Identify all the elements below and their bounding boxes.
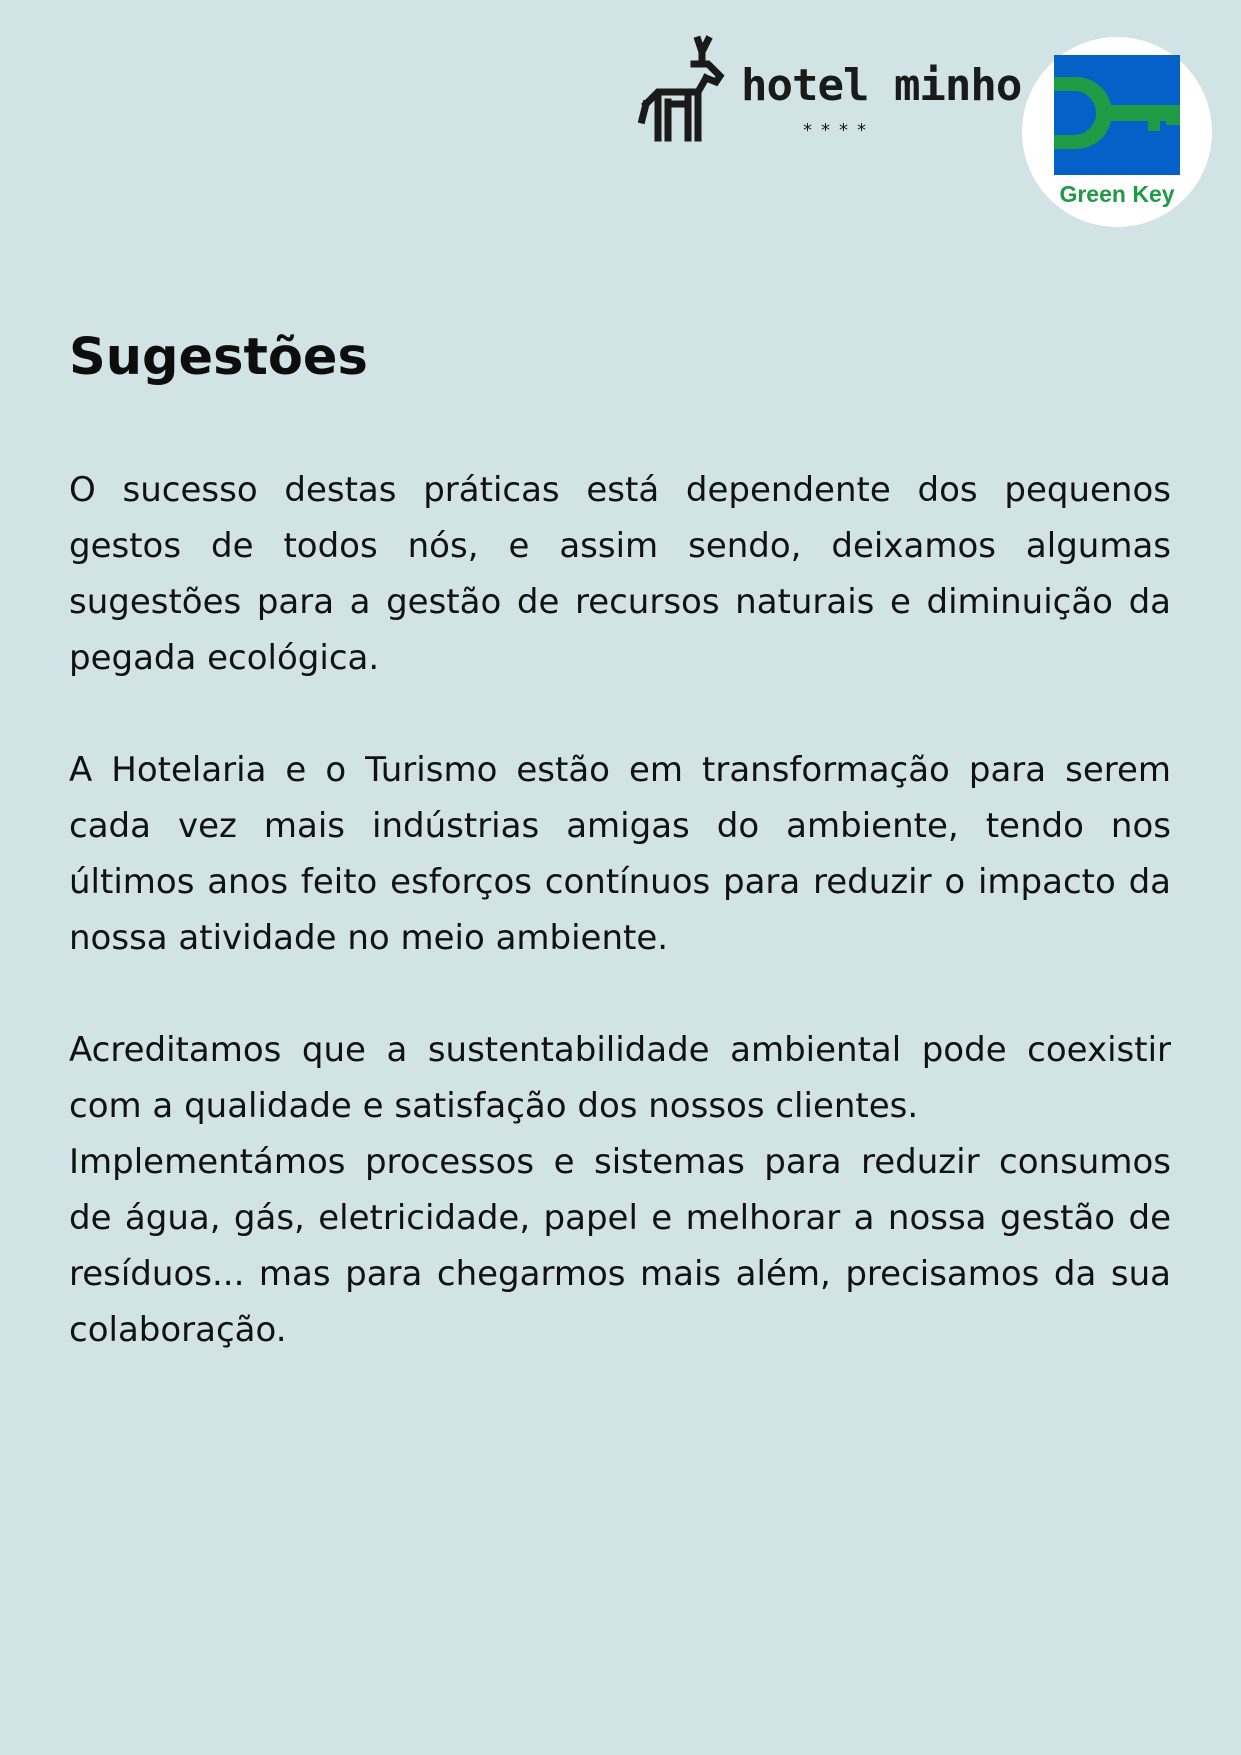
deer-icon [636, 34, 732, 142]
content-body [69, 462, 1171, 1358]
paragraph-intro: O sucesso destas práticas está dependente dos pequenos gestos de todos nós, e assim sendo, deixamos algumas sugestões para a gestão de recursos naturais e diminuição da pegada ecológica. [69, 470, 1171, 678]
page-title: Sugestões [69, 328, 368, 387]
key-icon [1054, 55, 1180, 175]
green-key-square [1054, 55, 1180, 175]
paragraph-sustainability: Acreditamos que a sustentabilidade ambiental pode coexistir com a qualidade e satisfação dos nossos clientes. [69, 1030, 1171, 1126]
paragraph-hospitality: A Hotelaria e o Turismo estão em transformação para serem cada vez mais indústrias amigas do ambiente, tendo nos últimos anos feito esforços contínuos para reduzir o impacto da nossa atividade no meio ambiente. [69, 750, 1171, 958]
hotel-name: hotel minho [741, 60, 1022, 111]
hotel-minho-logo [636, 34, 1022, 146]
green-key-badge [1022, 37, 1212, 227]
paragraph-collaboration: Implementámos processos e sistemas para reduzir consumos de água, gás, eletricidade, papel e melhorar a nossa gestão de resíduos... mas para chegarmos mais além, precisamos da sua colaboração. [69, 1142, 1171, 1350]
hotel-stars-rating: **** [803, 120, 875, 141]
green-key-label: Green Key [1059, 181, 1175, 207]
